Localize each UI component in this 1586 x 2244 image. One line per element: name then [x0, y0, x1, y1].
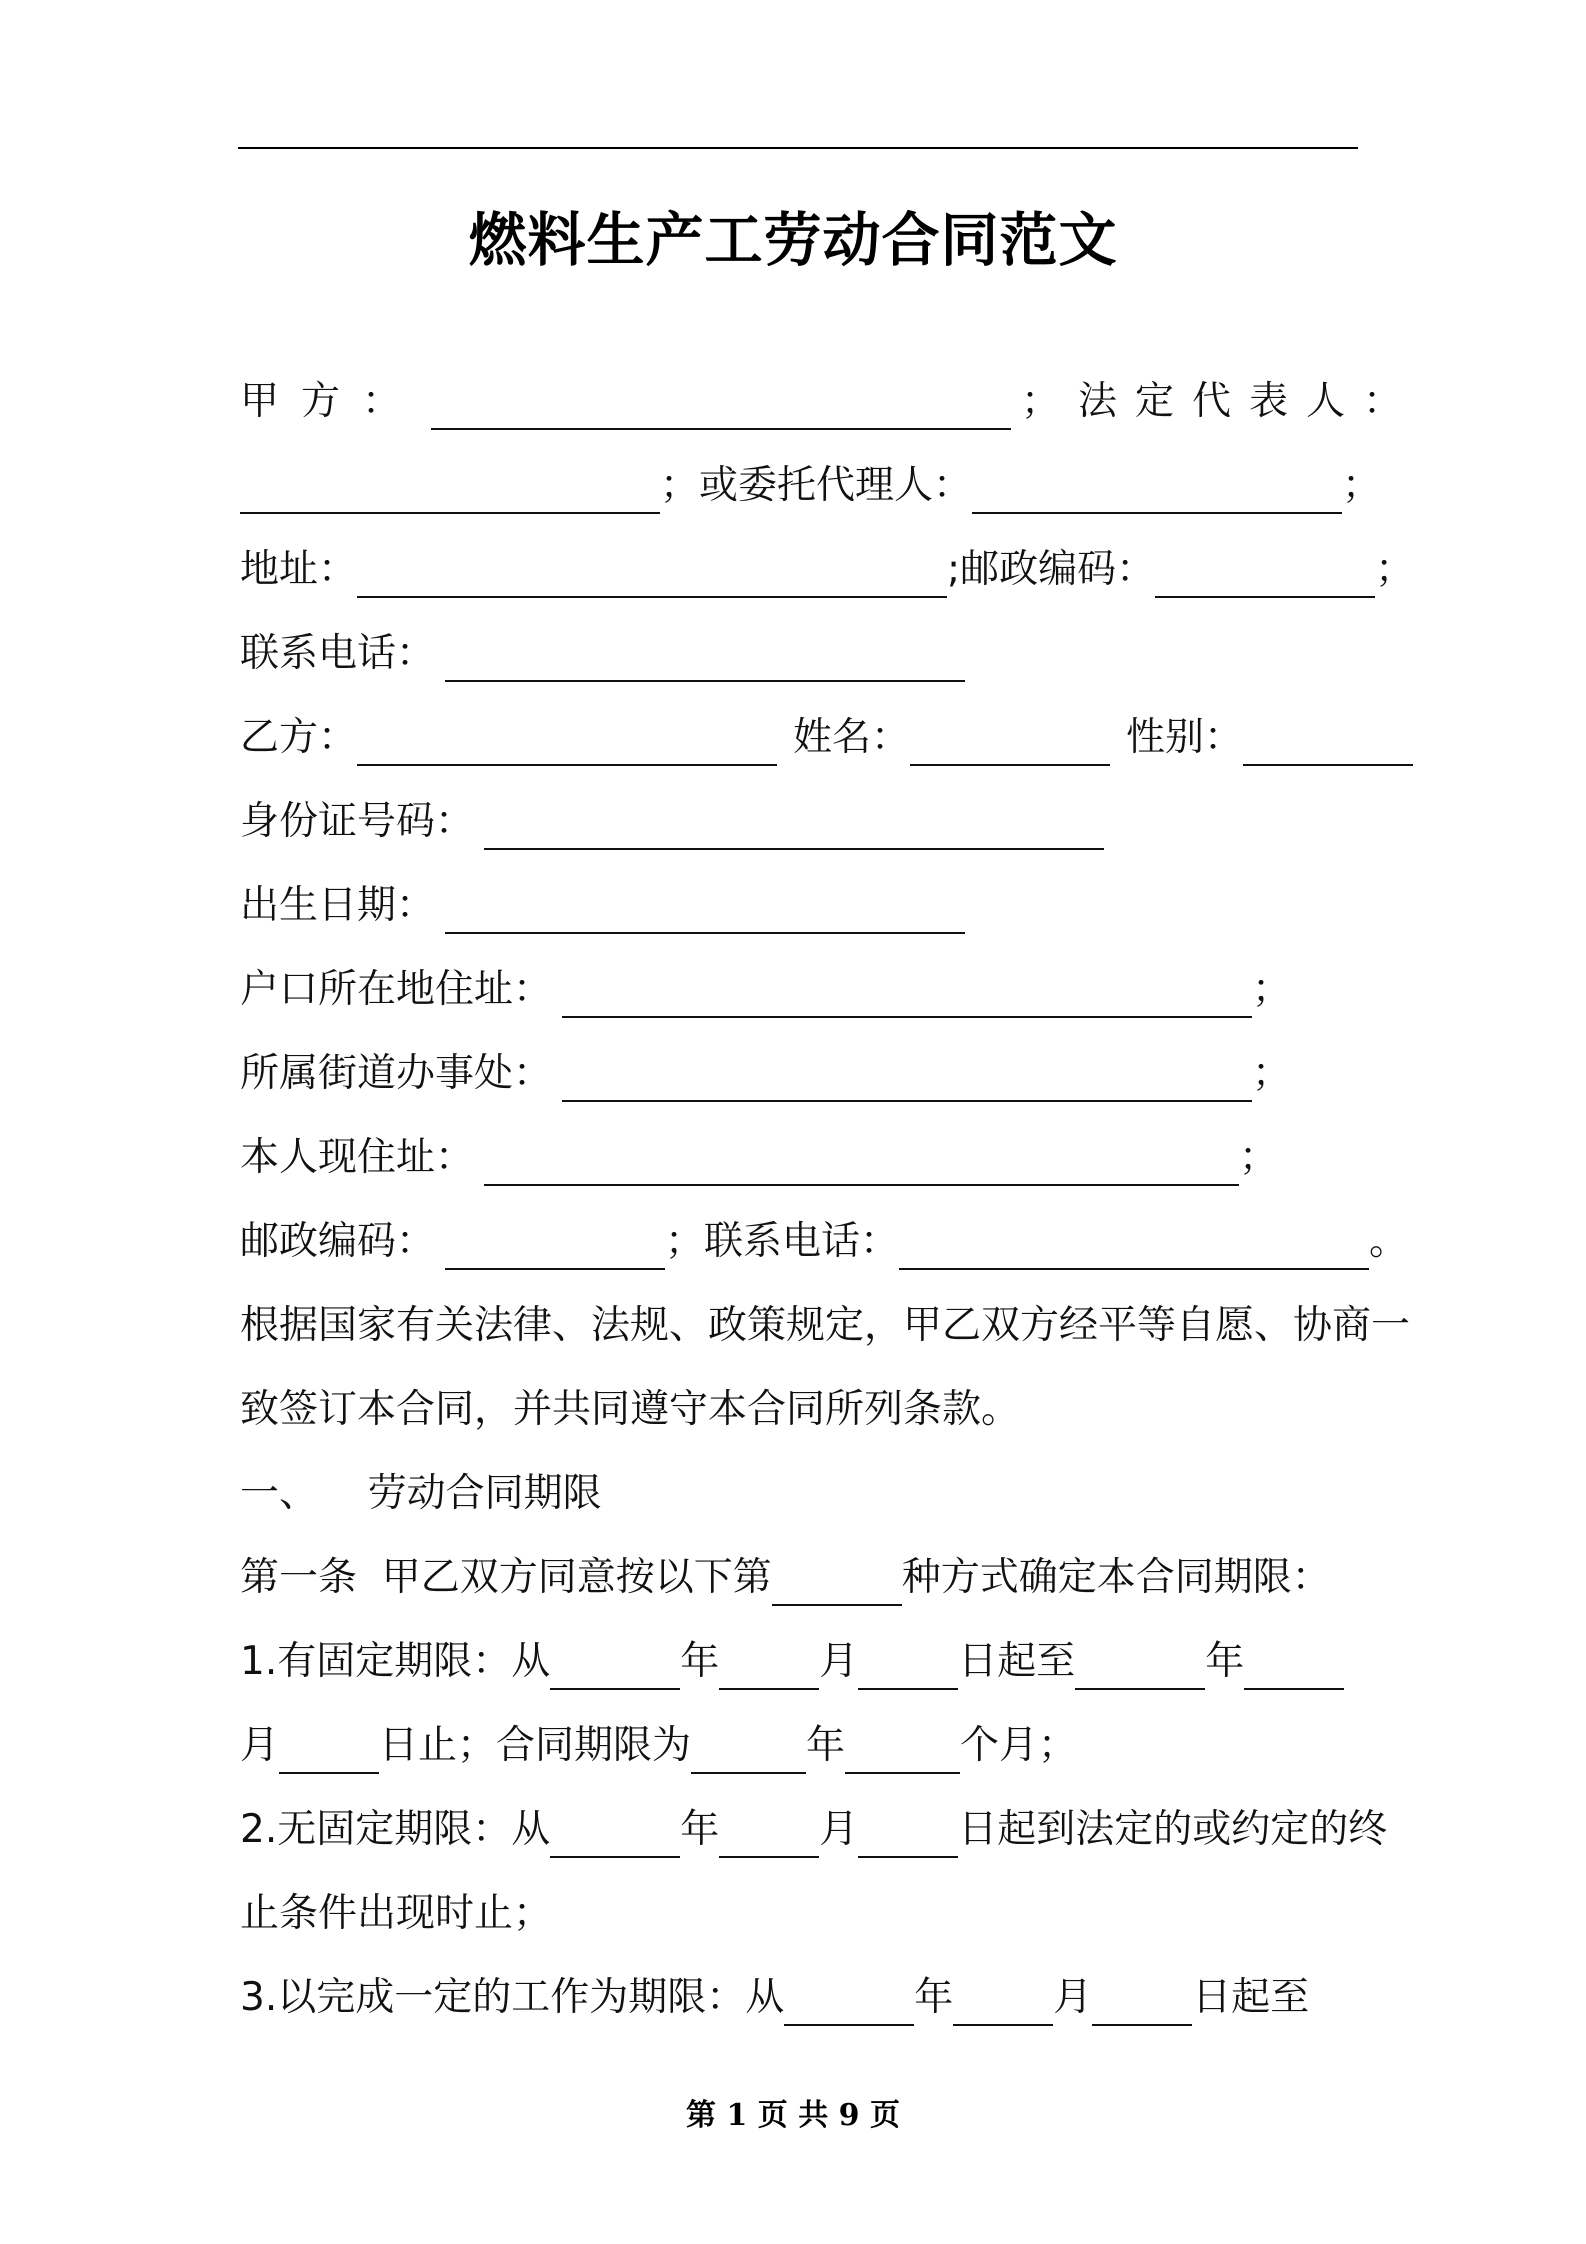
b-phone-blank	[899, 1222, 1369, 1270]
gender-label: 性别：	[1126, 715, 1244, 760]
postcode-end: ；	[1375, 547, 1415, 592]
term-1-year2-blank	[1075, 1642, 1205, 1690]
term-2-suffix: 日起到法定的或约定的终	[958, 1807, 1388, 1852]
birth-label: 出生日期：	[240, 883, 436, 928]
party-b-contact-line	[240, 1214, 1409, 1270]
term-1-year-blank	[550, 1642, 680, 1690]
hukou-label: 户口所在地住址：	[240, 967, 553, 1012]
current-address-blank	[484, 1138, 1239, 1186]
term-1-month2-blank	[1244, 1642, 1344, 1690]
current-address-label: 本人现住址：	[240, 1135, 475, 1180]
party-a-label: 甲方：	[240, 379, 424, 424]
current-address-end: ；	[1239, 1135, 1279, 1180]
term-2-day-blank	[858, 1810, 958, 1858]
preamble-line-1: 根据国家有关法律、法规、政策规定，甲乙双方经平等自愿、协商一	[240, 1303, 1411, 1348]
section-1-title: 一、 劳动合同期限	[240, 1471, 602, 1516]
party-b-blank	[357, 718, 777, 766]
id-label: 身份证号码：	[240, 799, 475, 844]
postcode-blank	[1155, 550, 1375, 598]
hukou-blank	[562, 970, 1252, 1018]
article-1-line	[240, 1550, 1390, 1606]
id-line	[240, 794, 1390, 850]
term-1-year2: 年	[1205, 1639, 1245, 1684]
term-1-day2-blank	[279, 1726, 379, 1774]
party-b-label: 乙方：	[240, 715, 358, 760]
term-1-day-to: 日止；合同期限为	[379, 1723, 692, 1768]
term-2-year: 年	[680, 1807, 720, 1852]
article-1-prefix: 第一条 甲乙双方同意按以下第	[240, 1555, 772, 1600]
term-3-month: 月	[1053, 1975, 1093, 2020]
legal-rep-label: ；法定代表人：	[1021, 379, 1421, 424]
term-2-month: 月	[819, 1807, 859, 1852]
agent-end: ；	[1342, 463, 1382, 508]
street-end: ；	[1252, 1051, 1292, 1096]
street-label: 所属街道办事处：	[240, 1051, 553, 1096]
term-1-year3: 年	[806, 1723, 846, 1768]
name-blank	[910, 718, 1110, 766]
phone-blank	[445, 634, 965, 682]
street-line	[240, 1046, 1390, 1102]
term-1-month: 月	[819, 1639, 859, 1684]
party-a-rep-line	[240, 458, 1390, 514]
legal-rep-blank	[240, 466, 660, 514]
term-1-day-from: 日起至	[958, 1639, 1076, 1684]
page-footer: 第 1 页 共 9 页	[686, 2098, 900, 2133]
postcode-label: ;邮政编码：	[947, 547, 1156, 592]
term-2-line-1	[240, 1802, 1390, 1858]
agent-blank	[972, 466, 1342, 514]
term-1-prefix: 1.有固定期限：从	[240, 1639, 551, 1684]
preamble-line-2: 致签订本合同，并共同遵守本合同所列条款。	[240, 1387, 1021, 1432]
party-b-line	[240, 710, 1390, 766]
term-2-line-2: 止条件出现时止；	[240, 1891, 553, 1936]
document-title: 燃料生产工劳动合同范文	[468, 206, 1118, 274]
b-phone-label: ；联系电话：	[665, 1219, 900, 1264]
term-1-day-blank	[858, 1642, 958, 1690]
term-1-line-1	[240, 1634, 1390, 1690]
term-1-months-blank	[845, 1726, 960, 1774]
term-1-month-blank	[719, 1642, 819, 1690]
term-1-years-blank	[691, 1726, 806, 1774]
street-blank	[562, 1054, 1252, 1102]
hukou-line	[240, 962, 1390, 1018]
birth-blank	[445, 886, 965, 934]
party-a-blank	[431, 382, 1011, 430]
term-3-line-1	[240, 1970, 1390, 2026]
b-postcode-blank	[445, 1222, 665, 1270]
b-postcode-label: 邮政编码：	[240, 1219, 436, 1264]
term-3-year: 年	[914, 1975, 954, 2020]
party-a-phone-line	[240, 626, 1390, 682]
party-a-address-line	[240, 542, 1415, 598]
gender-blank	[1243, 718, 1413, 766]
agent-label: ；或委托代理人：	[660, 463, 973, 508]
current-address-line	[240, 1130, 1390, 1186]
term-3-suffix: 日起至	[1192, 1975, 1310, 2020]
term-3-month-blank	[953, 1978, 1053, 2026]
article-1-suffix: 种方式确定本合同期限：	[901, 1555, 1331, 1600]
term-3-prefix: 3.以完成一定的工作为期限：从	[240, 1975, 785, 2020]
header-rule	[238, 147, 1358, 149]
name-label: 姓名：	[793, 715, 911, 760]
article-1-blank	[772, 1558, 902, 1606]
term-2-prefix: 2.无固定期限：从	[240, 1807, 551, 1852]
term-2-month-blank	[719, 1810, 819, 1858]
term-1-line-2	[240, 1718, 1390, 1774]
term-3-year-blank	[784, 1978, 914, 2026]
party-a-line	[240, 374, 1421, 430]
term-1-month2: 月	[240, 1723, 280, 1768]
b-phone-end: 。	[1369, 1219, 1409, 1264]
term-3-day-blank	[1092, 1978, 1192, 2026]
hukou-end: ；	[1252, 967, 1292, 1012]
phone-label: 联系电话：	[240, 631, 436, 676]
address-blank	[357, 550, 947, 598]
term-1-year: 年	[680, 1639, 720, 1684]
birth-line	[240, 878, 1390, 934]
term-2-year-blank	[550, 1810, 680, 1858]
address-label: 地址：	[240, 547, 358, 592]
term-1-months-end: 个月；	[960, 1723, 1078, 1768]
id-blank	[484, 802, 1104, 850]
